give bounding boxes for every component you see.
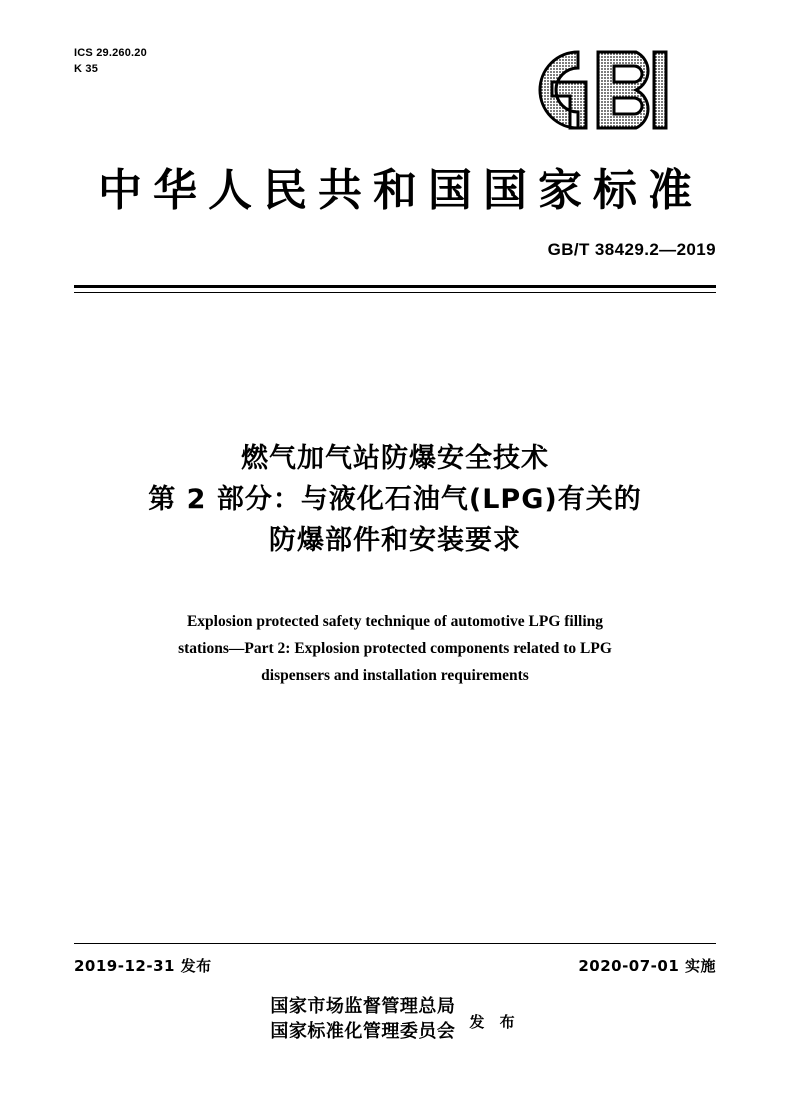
document-title-cn-line-1: 燃气加气站防爆安全技术 bbox=[241, 443, 549, 474]
ics-code: ICS 29.260.20 bbox=[74, 47, 147, 59]
standard-number: GB/T 38429.2—2019 bbox=[547, 240, 716, 259]
header-divider-thin bbox=[74, 292, 716, 293]
header-divider-thick bbox=[74, 285, 716, 288]
footer-divider bbox=[74, 943, 716, 944]
issuer-names bbox=[270, 994, 455, 1044]
issue-date: 2019-12-31 发布 bbox=[74, 957, 212, 975]
document-title-cn-line-2: 第 2 部分：与液化石油气(LPG)有关的 bbox=[148, 484, 642, 515]
document-title-chinese bbox=[0, 438, 790, 561]
page-title: 中华人民共和国国家标准 bbox=[98, 165, 703, 216]
ics-code-block bbox=[74, 46, 147, 78]
document-title-en-line-2: stations—Part 2: Explosion protected components related to LPG bbox=[178, 640, 612, 657]
document-title-english bbox=[95, 608, 695, 689]
gb-logo-icon bbox=[508, 44, 680, 136]
classification-code: K 35 bbox=[74, 62, 99, 75]
document-title-cn-line-3: 防爆部件和安装要求 bbox=[269, 525, 521, 556]
effective-date: 2020-07-01 实施 bbox=[578, 957, 716, 975]
issuer-block bbox=[0, 994, 790, 1044]
issuer-line-2: 国家标准化管理委员会 bbox=[270, 1021, 456, 1042]
document-title-en-line-1: Explosion protected safety technique of automotive LPG filling bbox=[186, 613, 604, 630]
publish-label: 发 布 bbox=[469, 1012, 520, 1031]
document-title-en-line-3: dispensers and installation requirements bbox=[261, 667, 529, 684]
issuer-line-1: 国家市场监督管理总局 bbox=[270, 996, 456, 1017]
